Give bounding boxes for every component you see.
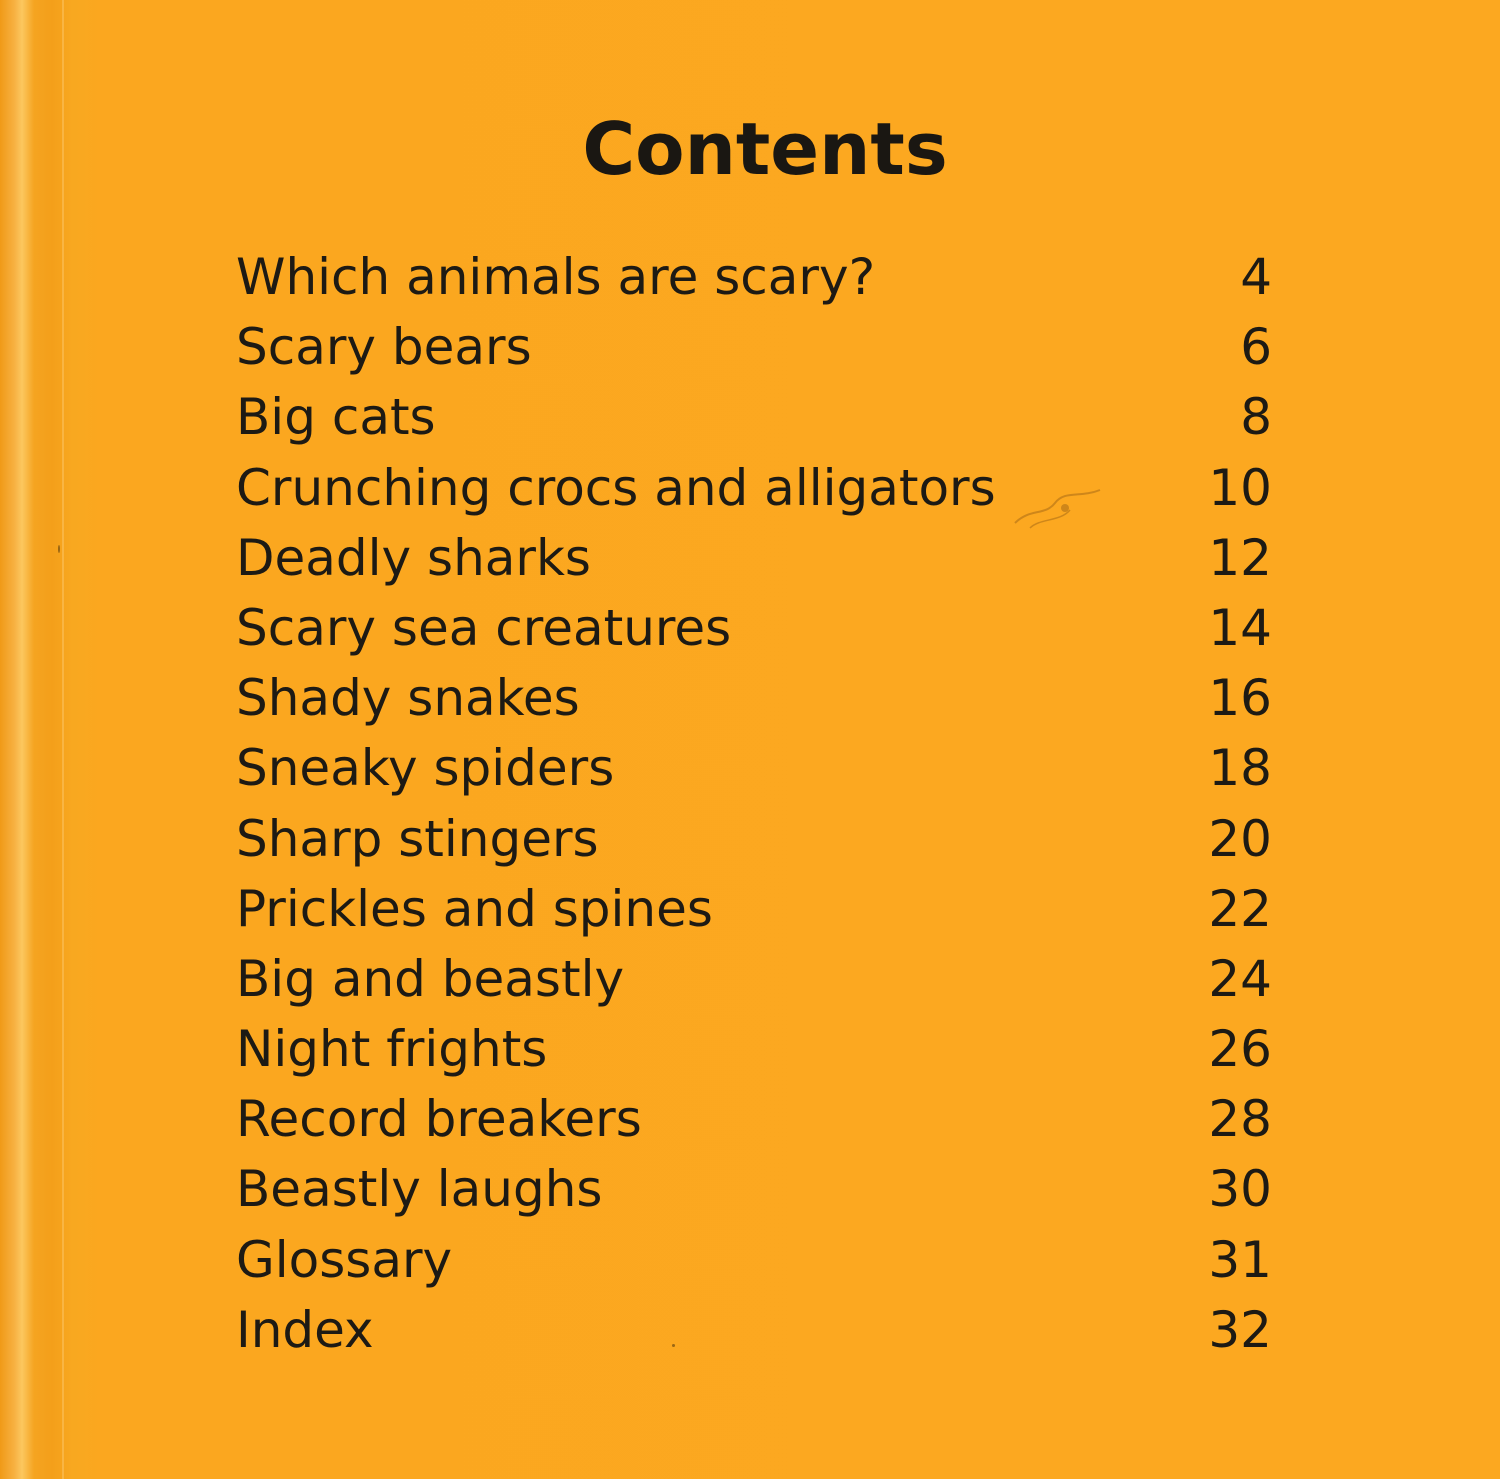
toc-entry[interactable] bbox=[236, 382, 1276, 452]
toc-entry-page: 4 bbox=[1240, 248, 1272, 306]
toc-entry[interactable] bbox=[236, 1084, 1276, 1154]
toc-entry[interactable] bbox=[236, 312, 1276, 382]
toc-entry[interactable] bbox=[236, 944, 1276, 1014]
toc-entry[interactable] bbox=[236, 874, 1276, 944]
toc-entry[interactable] bbox=[236, 593, 1276, 663]
toc-entry[interactable] bbox=[236, 733, 1276, 803]
toc-entry[interactable] bbox=[236, 663, 1276, 733]
paper-speck bbox=[58, 545, 60, 553]
toc-entry-title: Sharp stingers bbox=[236, 809, 599, 868]
toc-entry-page: 26 bbox=[1208, 1020, 1272, 1079]
toc-entry-page: 6 bbox=[1240, 318, 1272, 377]
page-title: Contents bbox=[582, 107, 948, 191]
toc-entry-title: Glossary bbox=[236, 1230, 453, 1289]
toc-entry-page: 24 bbox=[1208, 949, 1272, 1008]
toc-entry-title: Big and beastly bbox=[236, 949, 625, 1008]
toc-entry-page: 14 bbox=[1208, 598, 1272, 657]
book-spine-edge bbox=[62, 0, 64, 1479]
toc-entry[interactable] bbox=[236, 453, 1276, 523]
toc-entry-page: 20 bbox=[1208, 809, 1272, 868]
toc-entry-page: 10 bbox=[1208, 458, 1272, 517]
toc-entry[interactable] bbox=[236, 804, 1276, 874]
toc-entry-page: 16 bbox=[1208, 669, 1272, 728]
toc-entry[interactable] bbox=[236, 1014, 1276, 1084]
toc-entry-title: Which animals are scary? bbox=[236, 248, 876, 306]
toc-entry[interactable] bbox=[236, 1295, 1276, 1365]
toc-entry-page: 32 bbox=[1208, 1300, 1272, 1359]
toc-entry-title: Sneaky spiders bbox=[236, 739, 615, 798]
toc-entry-title: Scary sea creatures bbox=[236, 598, 732, 657]
toc-entry-page: 31 bbox=[1208, 1230, 1272, 1289]
toc-entry-title: Deadly sharks bbox=[236, 528, 591, 587]
toc-entry[interactable] bbox=[236, 1154, 1276, 1224]
toc-entry-title: Record breakers bbox=[236, 1090, 642, 1149]
toc-entry-title: Crunching crocs and alligators bbox=[236, 458, 996, 517]
toc-entry-title: Beastly laughs bbox=[236, 1160, 603, 1219]
toc-entry-title: Index bbox=[236, 1300, 374, 1359]
toc-entry-page: 22 bbox=[1208, 879, 1272, 938]
toc-entry-title: Night frights bbox=[236, 1020, 548, 1079]
toc-entry-page: 30 bbox=[1208, 1160, 1272, 1219]
table-of-contents bbox=[236, 242, 1276, 1365]
toc-entry[interactable] bbox=[236, 523, 1276, 593]
toc-entry-page: 18 bbox=[1208, 739, 1272, 798]
toc-entry[interactable] bbox=[236, 1225, 1276, 1295]
toc-entry-title: Scary bears bbox=[236, 318, 532, 377]
toc-entry-page: 28 bbox=[1208, 1090, 1272, 1149]
toc-entry-page: 12 bbox=[1208, 528, 1272, 587]
toc-entry-title: Shady snakes bbox=[236, 669, 580, 728]
toc-entry-title: Big cats bbox=[236, 388, 436, 447]
toc-entry-page: 8 bbox=[1240, 388, 1272, 447]
toc-entry[interactable] bbox=[236, 242, 1276, 312]
toc-entry-title: Prickles and spines bbox=[236, 879, 713, 938]
